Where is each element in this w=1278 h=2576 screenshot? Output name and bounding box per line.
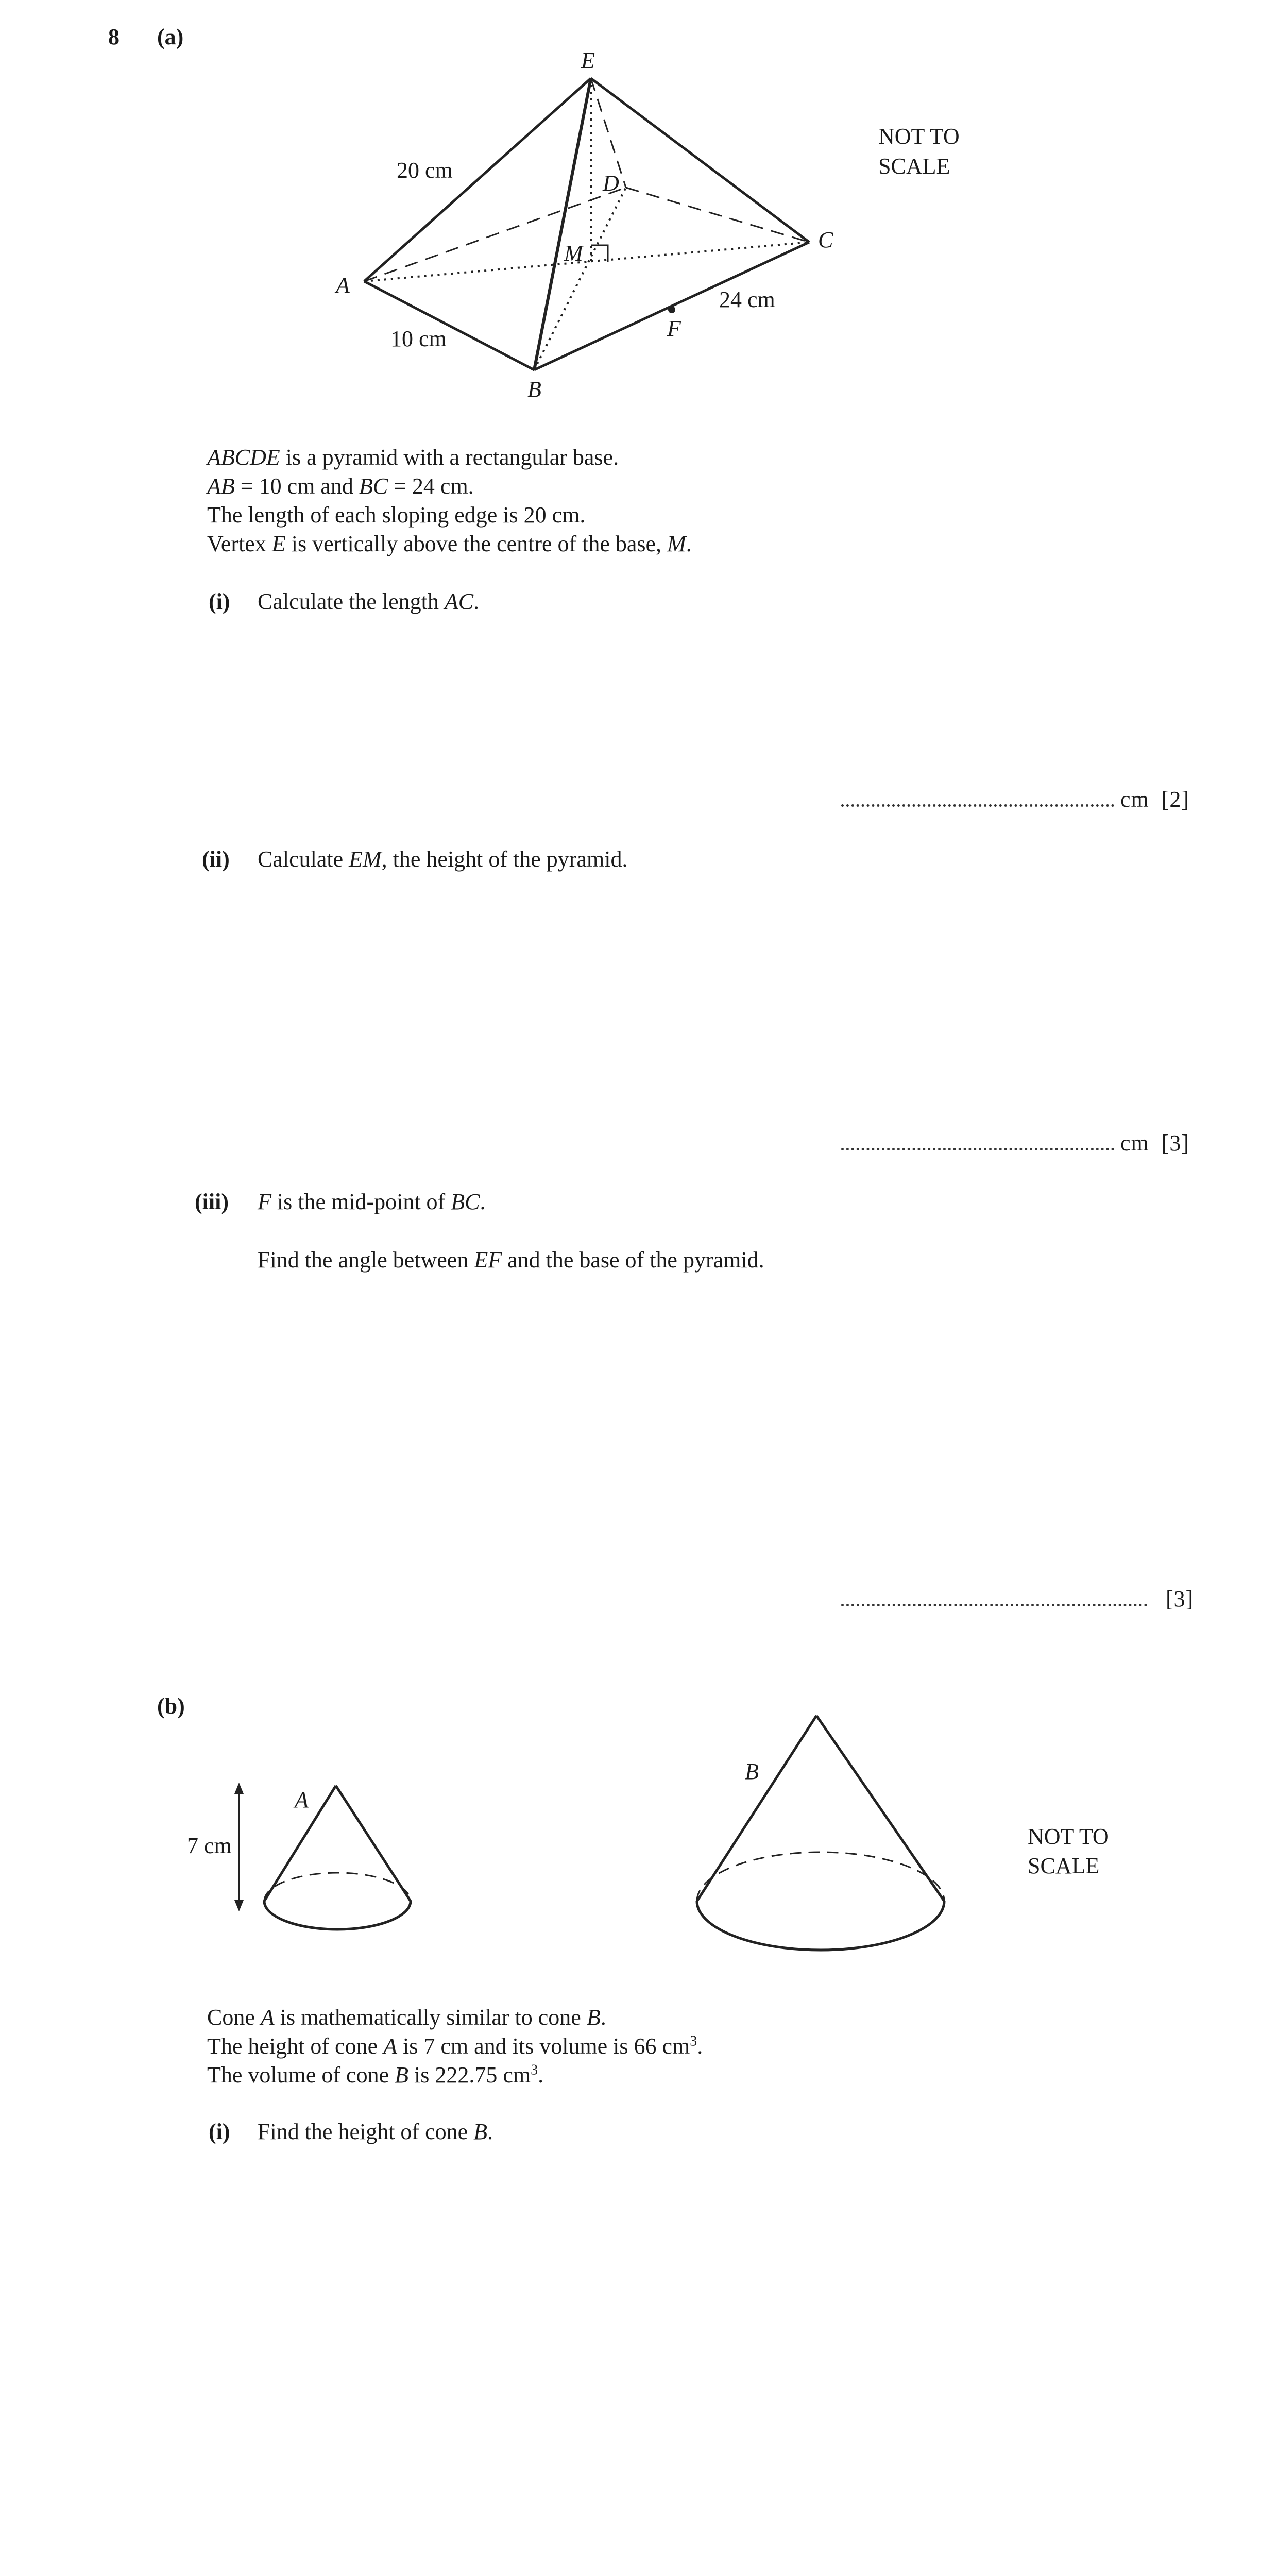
arrowhead-down [234, 1900, 244, 1911]
part-a-ii-question: Calculate EM, the height of the pyramid. [258, 846, 628, 872]
part-b-info-line2: The height of cone A is 7 cm and its volume is 66 $cm^3$. [207, 2033, 703, 2059]
arrowhead-up [234, 1783, 244, 1794]
part-a-i-label: (i) [209, 589, 230, 614]
part-b-i-label: (i) [209, 2119, 230, 2144]
vertex-e-label: E [581, 48, 595, 73]
point-f-label: F [667, 316, 681, 341]
answer-line-a-iii[interactable]: [3] [841, 1586, 1194, 1612]
question-number: 8 [108, 24, 120, 49]
edge-ab-length: 10 cm [390, 326, 447, 351]
vertex-m-label: M [564, 241, 583, 266]
edge-ae-length: 20 cm [397, 158, 453, 183]
not-to-scale-b-line1: NOT TO [1028, 1824, 1109, 1849]
cone-a-label: A [295, 1787, 309, 1812]
vertex-a-label: A [336, 273, 350, 298]
vertex-b-label: B [527, 377, 541, 402]
part-a-iii-statement: F is the mid-point of BC. [258, 1189, 486, 1214]
part-a-info-line1: ABCDE is a pyramid with a rectangular base. [207, 445, 619, 470]
part-b-info-line1: Cone A is mathematically similar to cone B. [207, 2005, 606, 2030]
vertex-d-label: D [603, 171, 619, 196]
answer-line-a-ii[interactable]: cm [3] [841, 1130, 1189, 1156]
part-a-iii-label: (iii) [195, 1189, 229, 1214]
cone-b-base-back [697, 1852, 944, 1901]
vertex-c-label: C [818, 227, 833, 252]
cone-b-base-front [697, 1901, 944, 1950]
not-to-scale-a-line1: NOT TO [878, 124, 960, 149]
cone-a-right-side [336, 1786, 411, 1901]
cone-a-base-front [264, 1901, 411, 1929]
part-b-label: (b) [157, 1693, 185, 1719]
part-a-info-line4: Vertex E is vertically above the centre of the base, M. [207, 531, 692, 556]
cone-a-height-label: 7 cm [187, 1833, 232, 1858]
cone-b-left-side [697, 1716, 816, 1901]
edge-bc-length: 24 cm [719, 287, 775, 312]
part-b-info-line3: The volume of cone B is 222.75 $cm^3$. [207, 2062, 544, 2088]
cone-b-right-side [816, 1716, 944, 1901]
part-a-ii-label: (ii) [202, 846, 230, 872]
part-a-label: (a) [157, 24, 184, 49]
cone-b-label: B [745, 1759, 759, 1784]
part-b-i-question: Find the height of cone B. [258, 2119, 493, 2144]
part-a-i-question: Calculate the length AC. [258, 589, 480, 614]
cone-a-base-back [264, 1873, 411, 1901]
part-a-info-line2: AB = 10 cm and BC = 24 cm. [207, 473, 474, 499]
part-a-iii-question: Find the angle between EF and the base of the pyramid. [258, 1247, 764, 1273]
part-a-info-line3: The length of each sloping edge is 20 cm. [207, 502, 586, 528]
not-to-scale-b-line2: SCALE [1028, 1853, 1100, 1878]
answer-line-a-i[interactable]: cm [2] [841, 786, 1189, 812]
not-to-scale-a-line2: SCALE [878, 154, 950, 179]
